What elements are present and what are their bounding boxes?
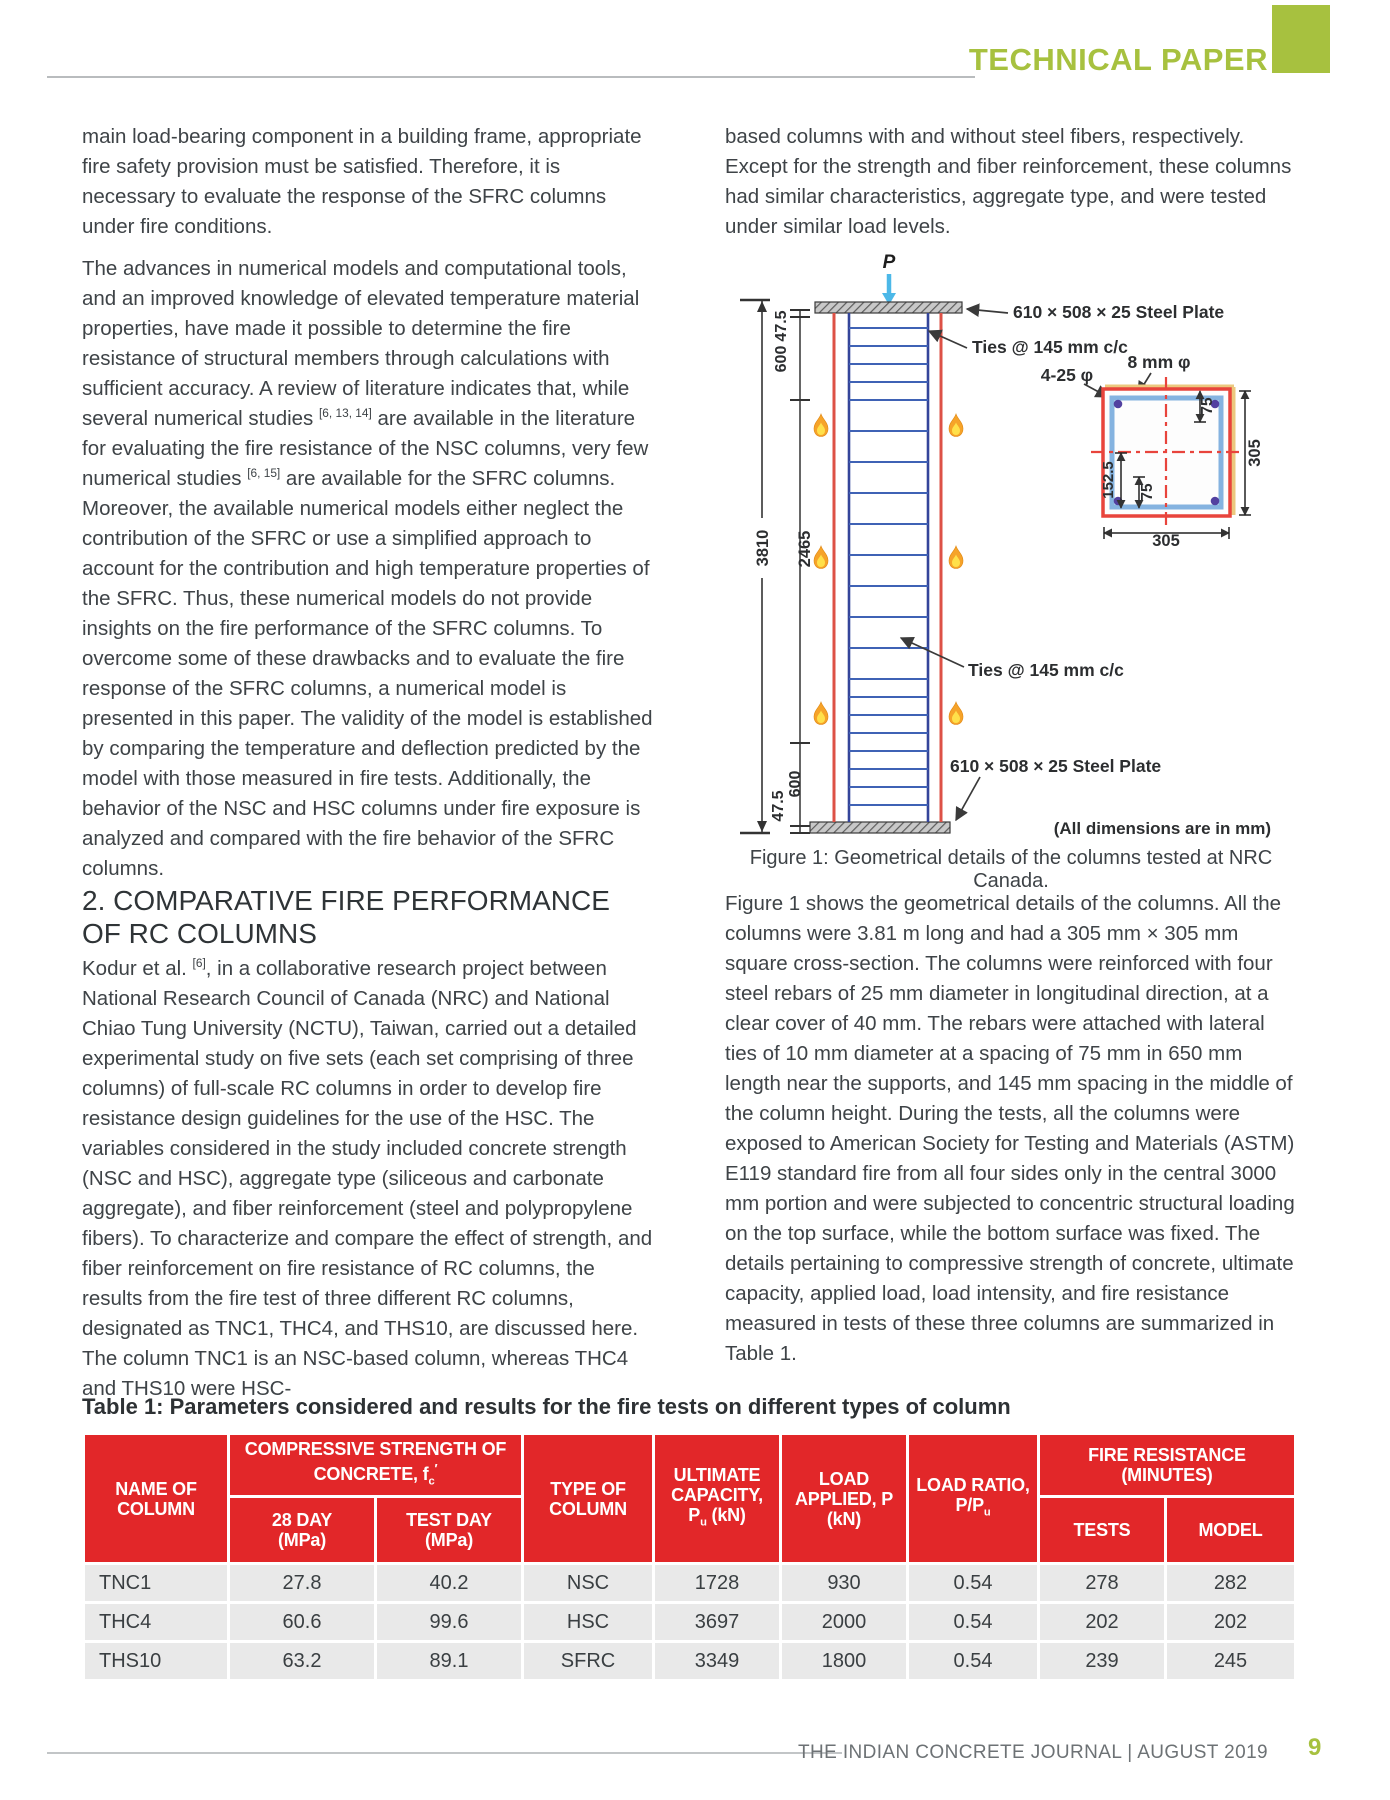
dim-tie-spacing-bottom-label: 75 [1139,483,1156,501]
cell-fire-tests: 278 [1040,1565,1164,1601]
left-col-para-2: The advances in numerical models and computational tools, and an improved knowledge of elevated temperature material properties, have made it possible to determine the fire resistance of structural members through calculations with sufficient accuracy. A review of literature indicates that, while several numerical studies [6, 13, 14] are available in the literature for evaluating the fire resistance of the NSC columns, very few numerical studies [6, 15] are available for the SFRC columns. Moreover, the available numerical models either neglect the contribution of the SFRC or use a simplified approach to account for the contribution and high temperature properties of the SFRC. Thus, these numerical models do not provide insights on the fire performance of the SFRC columns. To overcome some of these drawbacks and to evaluate the fire response of the SFRC columns, a numerical model is presented in this paper. The validity of the model is established by comparing the temperature and deflection predicted by the model with those measured in fire tests. Additionally, the behavior of the NSC and HSC columns under fire exposure is analyzed and compared with the fire behavior of the SFRC columns. [82,257,653,880]
cell-28day: 60.6 [230,1604,374,1640]
cell-ratio: 0.54 [909,1643,1037,1679]
col-header-load-ratio [909,1435,1037,1562]
left-col-para-3: Kodur et al. [6], in a collaborative research project between National Research Council of Canada (NRC) and National Chiao Tung University (NCTU), Taiwan, carried out a detailed experimental study on five sets (each set comprising of three columns) of full-scale RC columns in order to develop fire resistance design guidelines for the use of the HSC. The variables considered in the study included concrete strength (NSC and HSC), aggregate type (siliceous and carbonate aggregate), and fiber reinforcement (steel and polypropylene fibers). To characterize and compare the effect of strength, and fiber reinforcement on fire resistance of RC columns, the results from the fire test of three different RC columns, designated as TNC1, THC4, and THS10, are discussed here. The column TNC1 is an NSC-based column, whereas THC4 and THS10 were HSC- [82,956,653,1400]
cell-fire-tests: 239 [1040,1643,1164,1679]
col-header-tests: TESTS [1040,1498,1164,1562]
ratio-header-text: LOAD RATIO, P/P [916,1474,1030,1515]
cell-load: 1800 [782,1643,906,1679]
footer-page-number: 9 [1308,1734,1322,1761]
top-plate-label: 610 × 508 × 25 Steel Plate [1013,302,1225,322]
cell-load: 930 [782,1565,906,1601]
fire-icon [949,546,963,569]
cell-testday: 40.2 [377,1565,521,1601]
cell-type: SFRC [524,1643,652,1679]
col-header-testday [377,1498,521,1562]
cross-section-detail [1091,377,1251,539]
col-header-load-applied: LOAD APPLIED, P (kN) [782,1435,906,1562]
cell-fire-model: 245 [1167,1643,1294,1679]
cell-ratio: 0.54 [909,1565,1037,1601]
ties-middle-label: Ties @ 145 mm c/c [968,660,1124,680]
bottom-plate-label: 610 × 508 × 25 Steel Plate [950,756,1162,776]
left-col-para-1: main load-bearing component in a building frame, appropriate fire safety provision must be satisfied. Therefore, it is necessary to evaluate the response of the SFRC columns under fire conditions. [82,125,642,238]
figure-1-column-diagram [722,248,1312,852]
cell-fire-tests: 202 [1040,1604,1164,1640]
column-tie-lines [849,328,928,805]
cell-28day: 63.2 [230,1643,374,1679]
col-header-ultimate-capacity [655,1435,779,1562]
col-header-fire-resistance-group: FIRE RESISTANCE (MINUTES) [1040,1435,1294,1495]
table-row [85,1643,1294,1679]
right-col-para-2: Figure 1 shows the geometrical details of the columns. All the columns were 3.81 m long and had a 305 mm × 305 mm square cross-section. The columns were reinforced with four steel rebars of 25 mm diameter in longitudinal direction, at a clear cover of 40 mm. The rebars were attached with lateral ties of 10 mm diameter at a spacing of 75 mm in 650 mm length near the supports, and 145 mm spacing in the middle of the column height. During the tests, all the columns were exposed to American Society for Testing and Materials (ASTM) E119 standard fire from all four sides only in the central 3000 mm portion and were subjected to concentric structural loading on the top surface, while the bottom surface was fixed. The details pertaining to compressive strength of concrete, ultimate capacity, applied load, load intensity, and fire resistance measured in tests of these three columns are summarized in Table 1. [725,892,1295,1365]
cell-ultimate: 1728 [655,1565,779,1601]
ratio-header-sub: u [983,1506,991,1519]
table-1 [82,1432,1297,1682]
load-arrow-icon [882,274,896,305]
fire-icon [814,414,828,437]
col-header-model: MODEL [1167,1498,1294,1562]
strength-header-text: COMPRESSIVE STRENGTH OF CONCRETE, f [244,1438,507,1484]
fire-icon [814,702,828,725]
ultimate-header-unit: (kN) [706,1504,746,1525]
fire-icon [949,702,963,725]
col-header-28day [230,1498,374,1562]
cell-ratio: 0.54 [909,1604,1037,1640]
load-p-label: P [882,252,896,273]
dim-top-cap-label: 47.5 [773,310,790,342]
cell-name: TNC1 [85,1565,227,1601]
fire-icon [949,414,963,437]
cell-type: NSC [524,1565,652,1601]
page-header-title: TECHNICAL PAPER [968,42,1268,77]
dim-middle-zone-label: 2465 [796,530,814,568]
right-col-para-1: based columns with and without steel fibers, respectively. Except for the strength and fiber reinforcement, these columns had similar characteristics, aggregate type, and were tested under similar load levels. [725,125,1292,238]
figure-1-caption: Figure 1: Geometrical details of the columns tested at NRC Canada. [749,847,1273,892]
cell-ultimate: 3697 [655,1604,779,1640]
cell-testday: 99.6 [377,1604,521,1640]
strength-header-prime: ′ [434,1460,438,1476]
steel-plate-top [815,302,962,313]
dim-bottom-tie-zone-label: 600 [787,770,804,798]
dim-section-width-label: 305 [1152,532,1180,550]
cell-name: THC4 [85,1604,227,1640]
ultimate-header-text: ULTIMATE CAPACITY, P [671,1464,763,1525]
ultimate-header-sub: u [700,1516,707,1529]
table-1-title: Table 1: Parameters considered and results for the fire tests on different types of column [82,1394,1011,1419]
dimensions-note: (All dimensions are in mm) [1053,819,1271,838]
table-row [85,1604,1294,1640]
col-header-strength-group [230,1435,521,1495]
section-heading: 2. COMPARATIVE FIRE PERFORMANCE OF RC COLUMNS [82,885,610,949]
rebar-label: 4-25 φ [1040,365,1094,385]
cell-testday: 89.1 [377,1643,521,1679]
cell-28day: 27.8 [230,1565,374,1601]
header-testday-line1: TEST DAY [406,1510,492,1530]
header-28day-line2: (MPa) [278,1530,326,1550]
tie-diameter-label: 8 mm φ [1127,352,1191,372]
dim-top-tie-zone-label: 600 [773,345,790,373]
strength-header-sub: c [428,1475,435,1488]
dim-3810-label: 3810 [754,529,772,567]
footer-journal-name: THE INDIAN CONCRETE JOURNAL | AUGUST 2019 [797,1742,1268,1763]
dim-half-width-label: 152.5 [1100,461,1117,499]
header-testday-line2: (MPa) [425,1530,473,1550]
steel-plate-bottom [810,822,950,833]
col-header-name: NAME OF COLUMN [85,1435,227,1562]
dim-tie-spacing-top-label: 75 [1199,397,1216,415]
ties-top-label: Ties @ 145 mm c/c [972,337,1128,357]
column-longitudinal-bars [834,313,941,822]
col-header-type: TYPE OF COLUMN [524,1435,652,1562]
table-row [85,1565,1294,1601]
cell-name: THS10 [85,1643,227,1679]
header-28day-line1: 28 DAY [271,1510,333,1530]
header-green-block [1272,5,1330,73]
cell-fire-model: 282 [1167,1565,1294,1601]
dimension-segments [790,310,810,833]
cell-fire-model: 202 [1167,1604,1294,1640]
dim-bottom-cap-label: 47.5 [770,790,787,822]
cell-ultimate: 3349 [655,1643,779,1679]
dim-section-height-label: 305 [1246,439,1264,467]
cell-type: HSC [524,1604,652,1640]
cell-load: 2000 [782,1604,906,1640]
fire-icon [814,546,828,569]
